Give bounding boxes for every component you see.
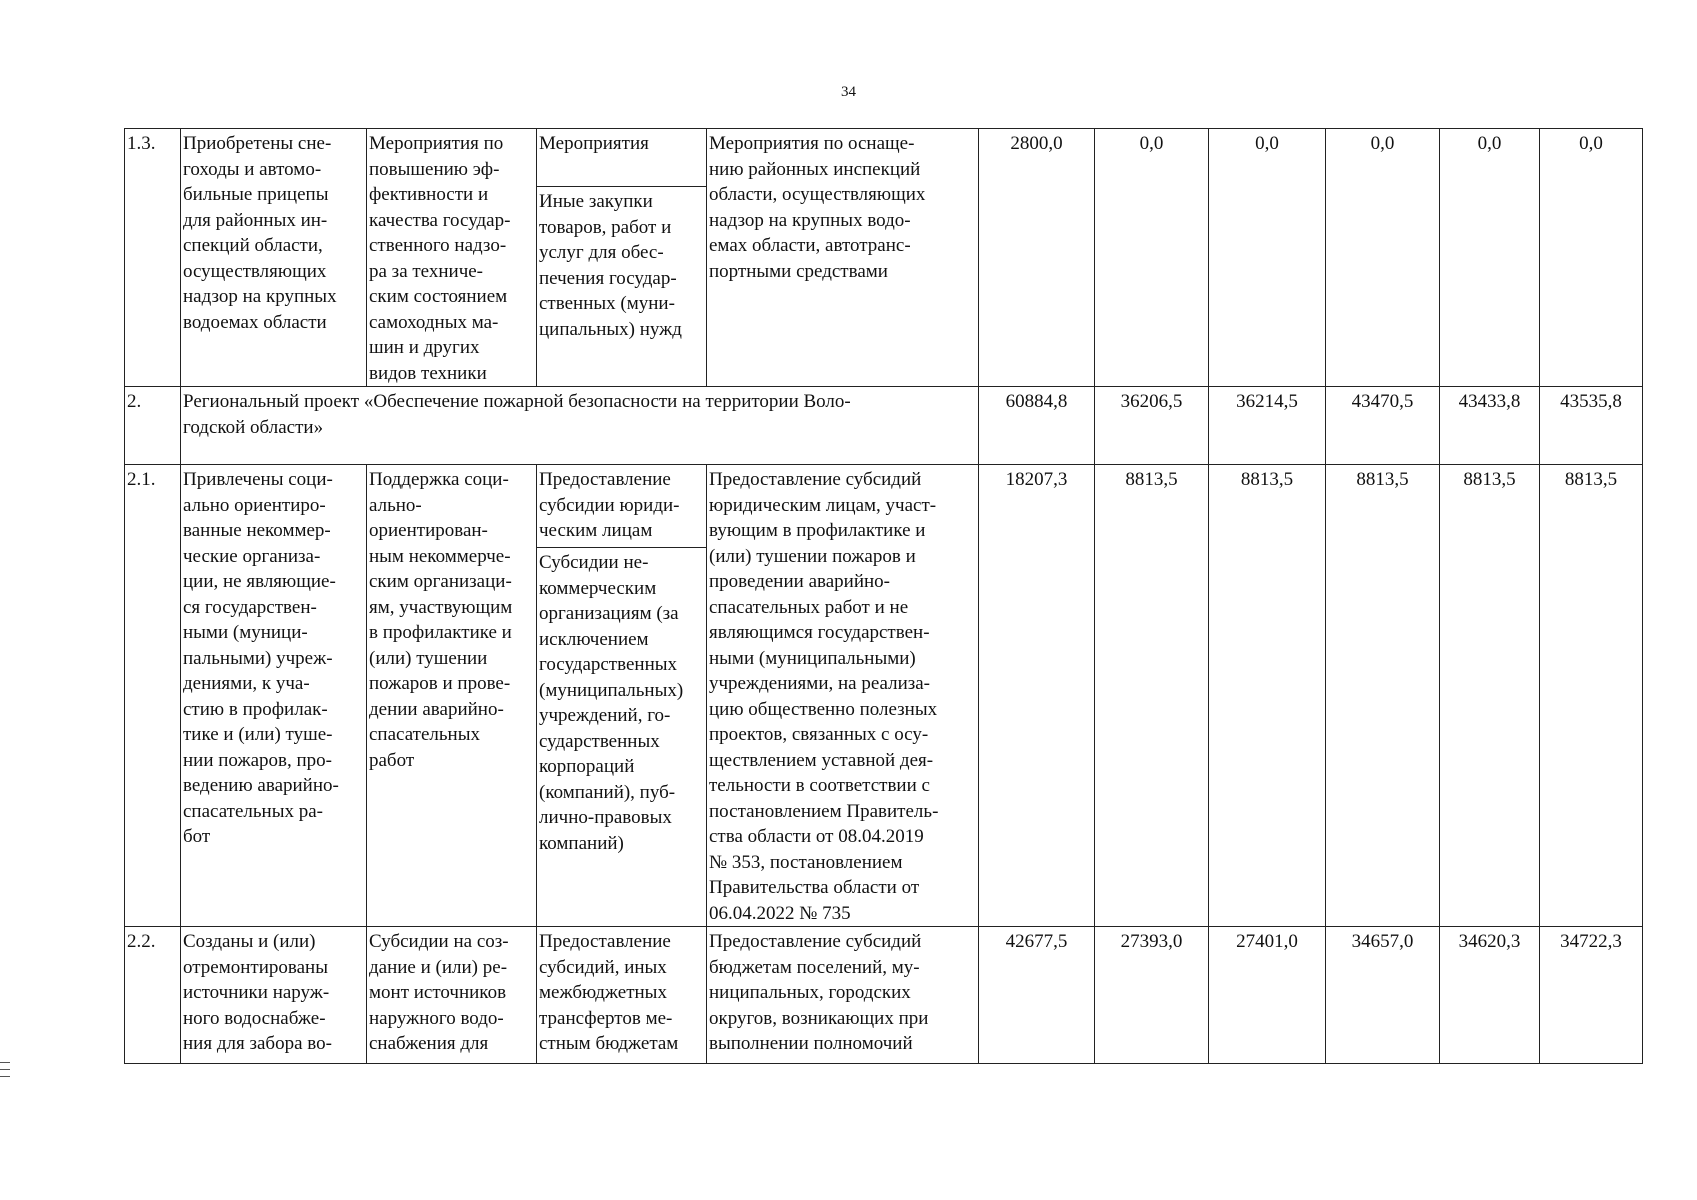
row-number: 1.3. [125,129,181,387]
scan-margin-marks [0,1062,12,1102]
value-cell: 0,0 [1326,129,1440,387]
table-row [125,129,1643,387]
value-cell: 43433,8 [1440,387,1540,465]
value-cell: 27393,0 [1095,927,1209,1064]
value-cell: 34620,3 [1440,927,1540,1064]
margin-tick [0,1076,10,1077]
value-cell: 36206,5 [1095,387,1209,465]
result-cell: Привлечены соци- ально ориентиро- ванные некоммер- ческие организа- ции, не являющие- ся государствен- ными (муници- пальными) учреж- дениями, к уча- стию в профилак- тике и (или) туше- нии пожаров, про- ведению аварийно- спасательных ра- бот [181,465,367,927]
value-cell: 8813,5 [1209,465,1326,927]
value-cell: 43470,5 [1326,387,1440,465]
value-cell: 36214,5 [1209,387,1326,465]
row-number: 2. [125,387,181,465]
description-cell: Мероприятия по оснаще- нию районных инспекций области, осуществляющих надзор на крупных водо- емах области, автотранс- портными средствами [707,129,979,387]
direction-bottom: Субсидии не- коммерческим организациям (за исключением государственных (муниципальных) учреждений, го- сударственных корпораций (компаний), пуб- лично-правовых компаний) [537,547,706,856]
direction-cell: Предоставление субсидий, иных межбюджетных трансфертов ме- стным бюджетам [537,927,707,1064]
value-cell: 8813,5 [1326,465,1440,927]
value-cell: 0,0 [1540,129,1643,387]
row-number: 2.1. [125,465,181,927]
value-cell: 18207,3 [979,465,1095,927]
direction-bottom: Иные закупки товаров, работ и услуг для обес- печения государ- ственных (муни- ципальных) нужд [537,186,706,342]
row-number: 2.2. [125,927,181,1064]
value-cell: 0,0 [1209,129,1326,387]
value-cell: 2800,0 [979,129,1095,387]
description-cell: Предоставление субсидий бюджетам поселений, му- ниципальных, городских округов, возникающих при выполнении полномочий [707,927,979,1064]
measure-cell: Поддержка соци- ально- ориентирован- ным некоммерче- ским организаци- ям, участвующим в профилактике и (или) тушении пожаров и прове- дении аварийно- спасательных работ [367,465,537,927]
value-cell: 0,0 [1095,129,1209,387]
direction-cell [537,129,707,387]
value-cell: 60884,8 [979,387,1095,465]
measure-cell: Мероприятия по повышению эф- фективности и качества государ- ственного надзо- ра за техниче- ским состоянием самоходных ма- шин и других видов техники [367,129,537,387]
table-row [125,927,1643,1064]
description-cell: Предоставление субсидий юридическим лицам, участ- вующим в профилактике и (или) тушении пожаров и проведении аварийно- спасательных работ и не являющимся государствен- ными (муниципальными) учреждениями, на реализа- цию общественно полезных проектов, связанных с осу- ществлением уставной дея- тельности в соответствии с постановлением Правитель- ства области от 08.04.2019 № 353, постановлением Правительства области от 06.04.2022 № 735 [707,465,979,927]
value-cell: 0,0 [1440,129,1540,387]
value-cell: 8813,5 [1540,465,1643,927]
margin-tick [0,1062,10,1063]
value-cell: 34657,0 [1326,927,1440,1064]
page-number: 34 [841,84,856,100]
value-cell: 8813,5 [1440,465,1540,927]
value-cell: 42677,5 [979,927,1095,1064]
direction-top: Предоставление субсидии юриди- ческим лицам [539,469,680,541]
table-row [125,387,1643,465]
value-cell: 43535,8 [1540,387,1643,465]
budget-table [124,128,1643,1064]
result-cell: Созданы и (или) отремонтированы источники наруж- ного водоснабже- ния для забора во- [181,927,367,1064]
table-row [125,465,1643,927]
value-cell: 8813,5 [1095,465,1209,927]
result-cell: Приобретены сне- гоходы и автомо- бильные прицепы для районных ин- спекций области, осуществляющих надзор на крупных водоемах области [181,129,367,387]
direction-cell [537,465,707,927]
measure-cell: Субсидии на соз- дание и (или) ре- монт источников наружного водо- снабжения для [367,927,537,1064]
margin-tick [0,1069,10,1070]
value-cell: 34722,3 [1540,927,1643,1064]
direction-top: Мероприятия [539,133,649,154]
project-title-cell: Региональный проект «Обеспечение пожарной безопасности на территории Воло- годской области» [181,387,979,465]
value-cell: 27401,0 [1209,927,1326,1064]
